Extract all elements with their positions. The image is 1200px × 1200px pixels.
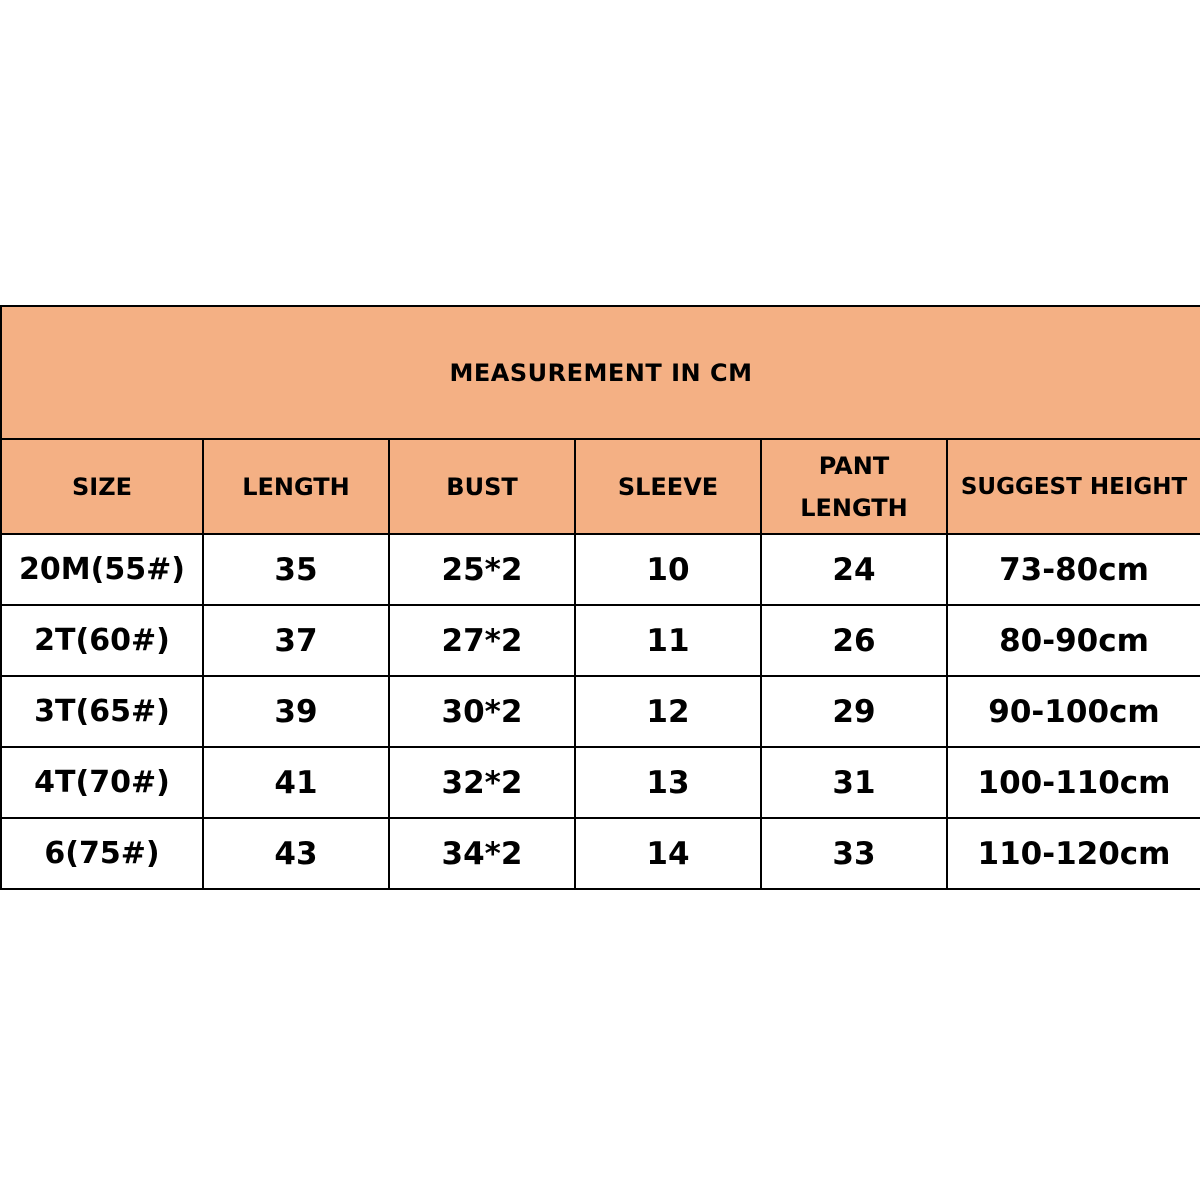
title-row — [1, 306, 1200, 439]
table-title: MEASUREMENT IN CM — [1, 306, 1200, 439]
cell-suggest-height: 80-90cm — [947, 605, 1200, 676]
cell-pant-length: 33 — [761, 818, 947, 889]
cell-suggest-height: 73-80cm — [947, 534, 1200, 605]
column-header-sleeve: SLEEVE — [575, 439, 761, 534]
cell-bust: 32*2 — [389, 747, 575, 818]
cell-sleeve: 14 — [575, 818, 761, 889]
column-header-pant-length: PANT LENGTH — [761, 439, 947, 534]
size-chart-table — [0, 305, 1200, 890]
cell-pant-length: 26 — [761, 605, 947, 676]
cell-size: 4T(70#) — [1, 747, 203, 818]
cell-pant-length: 24 — [761, 534, 947, 605]
cell-suggest-height: 90-100cm — [947, 676, 1200, 747]
cell-size: 20M(55#) — [1, 534, 203, 605]
column-header-length: LENGTH — [203, 439, 389, 534]
cell-bust: 27*2 — [389, 605, 575, 676]
column-header-suggest-height: SUGGEST HEIGHT — [947, 439, 1200, 534]
cell-sleeve: 10 — [575, 534, 761, 605]
column-header-bust: BUST — [389, 439, 575, 534]
cell-pant-length: 31 — [761, 747, 947, 818]
table-row — [1, 676, 1200, 747]
cell-suggest-height: 110-120cm — [947, 818, 1200, 889]
cell-sleeve: 13 — [575, 747, 761, 818]
cell-size: 6(75#) — [1, 818, 203, 889]
header-row — [1, 439, 1200, 534]
table-row — [1, 818, 1200, 889]
cell-bust: 30*2 — [389, 676, 575, 747]
cell-bust: 34*2 — [389, 818, 575, 889]
column-header-size: SIZE — [1, 439, 203, 534]
cell-length: 43 — [203, 818, 389, 889]
cell-suggest-height: 100-110cm — [947, 747, 1200, 818]
table-row — [1, 747, 1200, 818]
cell-length: 35 — [203, 534, 389, 605]
table-row — [1, 605, 1200, 676]
cell-length: 41 — [203, 747, 389, 818]
cell-size: 3T(65#) — [1, 676, 203, 747]
cell-size: 2T(60#) — [1, 605, 203, 676]
cell-length: 39 — [203, 676, 389, 747]
cell-bust: 25*2 — [389, 534, 575, 605]
cell-length: 37 — [203, 605, 389, 676]
cell-sleeve: 12 — [575, 676, 761, 747]
cell-sleeve: 11 — [575, 605, 761, 676]
table-row — [1, 534, 1200, 605]
cell-pant-length: 29 — [761, 676, 947, 747]
